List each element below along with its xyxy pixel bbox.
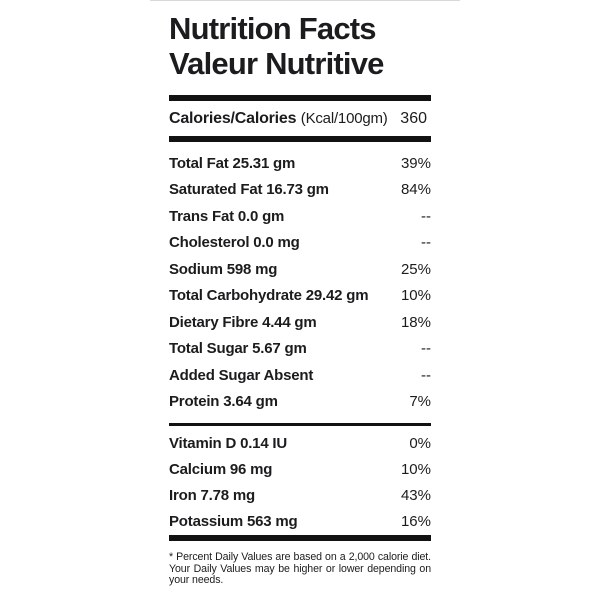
micronutrient-label: Calcium 96 mg: [169, 461, 273, 478]
micronutrient-label: Vitamin D 0.14 IU: [169, 435, 288, 452]
nutrient-rows: [169, 150, 431, 415]
nutrient-label: Saturated Fat 16.73 gm: [169, 181, 329, 199]
micronutrient-daily-value: 16%: [400, 513, 431, 530]
nutrient-row: [169, 177, 431, 204]
nutrient-daily-value: --: [421, 366, 431, 384]
daily-value-footnote: * Percent Daily Values are based on a 2,000 calorie diet. Your Daily Values may be higher or lower depending on your needs.: [169, 551, 431, 587]
nutrition-facts-panel: [169, 0, 431, 587]
nutrient-row: [169, 309, 431, 336]
micronutrient-row: [169, 431, 431, 457]
nutrient-label: Added Sugar Absent: [169, 366, 314, 384]
calories-name: Calories/Calories: [169, 109, 297, 127]
nutrient-row: [169, 389, 431, 416]
micronutrient-daily-value: 0%: [409, 435, 431, 452]
nutrient-daily-value: 84%: [400, 181, 431, 199]
nutrient-label: Cholesterol 0.0 mg: [169, 234, 300, 252]
calories-value: 360: [400, 109, 427, 127]
nutrient-row: [169, 362, 431, 389]
nutrient-label: Dietary Fibre 4.44 gm: [169, 313, 317, 331]
nutrient-daily-value: 18%: [400, 313, 431, 331]
nutrient-daily-value: 25%: [400, 260, 431, 278]
nutrient-daily-value: --: [421, 207, 431, 225]
panel-title-english: Nutrition Facts: [169, 11, 376, 46]
nutrient-row: [169, 230, 431, 257]
nutrient-label: Protein 3.64 gm: [169, 393, 278, 411]
calories-unit: (Kcal/100gm): [300, 109, 388, 127]
nutrient-daily-value: 39%: [400, 154, 431, 172]
calories-row: [169, 101, 431, 136]
nutrient-daily-value: --: [421, 234, 431, 252]
nutrient-row: [169, 203, 431, 230]
calories-label: [169, 110, 388, 128]
nutrient-daily-value: 10%: [400, 287, 431, 305]
micronutrient-row: [169, 483, 431, 509]
micronutrient-label: Potassium 563 mg: [169, 513, 298, 530]
nutrient-row: [169, 256, 431, 283]
nutrient-row: [169, 283, 431, 310]
micronutrient-rows: [169, 431, 431, 535]
nutrient-label: Sodium 598 mg: [169, 260, 278, 278]
panel-title-french: Valeur Nutritive: [169, 46, 384, 81]
separator-bar-below-calories: [169, 136, 431, 142]
nutrient-label: Total Sugar 5.67 gm: [169, 340, 307, 358]
nutrient-daily-value: 7%: [409, 393, 431, 411]
nutrient-label: Trans Fat 0.0 gm: [169, 207, 285, 225]
micronutrient-row: [169, 509, 431, 535]
micronutrient-daily-value: 43%: [400, 487, 431, 504]
separator-bar-bottom: [169, 535, 431, 541]
separator-line-micronutrients: [169, 423, 431, 426]
micronutrient-daily-value: 10%: [400, 461, 431, 478]
nutrient-label: Total Carbohydrate 29.42 gm: [169, 287, 369, 305]
nutrient-daily-value: --: [421, 340, 431, 358]
nutrient-row: [169, 150, 431, 177]
micronutrient-row: [169, 457, 431, 483]
nutrient-row: [169, 336, 431, 363]
panel-title: [169, 11, 431, 81]
micronutrient-label: Iron 7.78 mg: [169, 487, 255, 504]
nutrient-label: Total Fat 25.31 gm: [169, 154, 296, 172]
